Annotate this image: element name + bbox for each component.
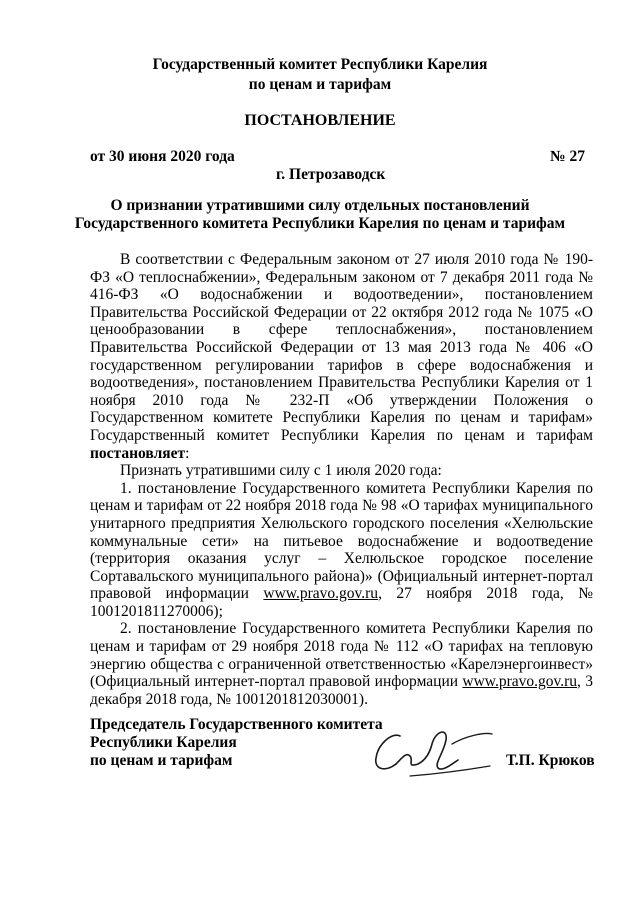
item-1-text: 1. постановление Государственного комитета Республики Карелия по ценам и тарифам от 22 ноября 2018 года № 98 «О тарифах муниципального унитарного предприятия Хелюльского городского поселения «Хелюльские коммунальные сети» на питьевое водоснабжение и водоотведение (территория оказания услуг – Хелюльское городское поселение Сортавальского муниципального района)» (Официальный интернет-портал правовой информации bbox=[90, 479, 593, 603]
item-2-tail: , 3 декабря 2018 года, № 1001201812030001). bbox=[90, 673, 593, 708]
decides-colon: : bbox=[185, 444, 190, 462]
preamble-text: В соответствии с Федеральным законом от 27 июля 2010 года № 190-ФЗ «О теплоснабжении», Федеральным законом от 7 декабря 2011 года № 416-ФЗ «О водоснабжении и водоотведении», постановлением Правительства Российской Федерации от 22 октября 2012 года № 1075 «О ценообразовании в сфере теплоснабжения», постановлением Правительства Российской Федерации от 13 мая 2013 года № 406 «О государственном регулировании тарифов в сфере водоснабжения и водоотведения», постановлением Правительства Республики Карелия от 1 ноября 2010 года № 232-П «Об утверждении Положения о Государственном комитете Республики Карелия по ценам и тарифам» Государственный комитет Республики Карелия по ценам и тарифам bbox=[90, 251, 593, 444]
document-body bbox=[90, 251, 593, 708]
document-title-line1: О признании утратившими силу отдельных постановлений bbox=[110, 197, 530, 214]
decides-keyword: постановляет bbox=[90, 444, 186, 462]
item-1-link[interactable]: www.pravo.gov.ru bbox=[263, 585, 379, 603]
position-line1: Председатель Государственного комитета bbox=[90, 716, 383, 733]
org-name-line2: по ценам и тарифам bbox=[248, 76, 392, 93]
document-city: г. Петрозаводск bbox=[276, 166, 386, 183]
preamble-paragraph bbox=[90, 251, 593, 462]
item-2-paragraph bbox=[90, 620, 593, 708]
document-number: № 27 bbox=[550, 148, 585, 165]
handwritten-signature bbox=[366, 722, 496, 782]
signatory-position bbox=[90, 716, 383, 770]
signatory-name: Т.П. Крюков bbox=[506, 752, 595, 769]
position-line2: Республики Карелия bbox=[90, 734, 237, 751]
document-date: от 30 июня 2020 года bbox=[90, 148, 235, 165]
document-title-line2: Государственного комитета Республики Карелия по ценам и тарифам bbox=[74, 215, 566, 232]
org-name-line1: Государственный комитет Республики Карелия bbox=[152, 56, 488, 73]
item-1-paragraph bbox=[90, 480, 593, 621]
item-2-text: 2. постановление Государственного комитета Республики Карелия по ценам и тарифам от 29 ноября 2018 года № 112 «О тарифах на тепловую энергию общества с ограниченной ответственностью «Карелэнергоинвест» (Официальный интернет-портал правовой информации bbox=[90, 620, 593, 691]
position-line3: по ценам и тарифам bbox=[90, 752, 233, 769]
intro-paragraph: Признать утратившими силу с 1 июля 2020 года: bbox=[120, 462, 442, 480]
document-type: ПОСТАНОВЛЕНИЕ bbox=[244, 112, 396, 129]
item-1-tail: , 27 ноября 2018 года, № 1001201811270006); bbox=[90, 585, 593, 620]
item-2-link[interactable]: www.pravo.gov.ru bbox=[462, 673, 578, 691]
